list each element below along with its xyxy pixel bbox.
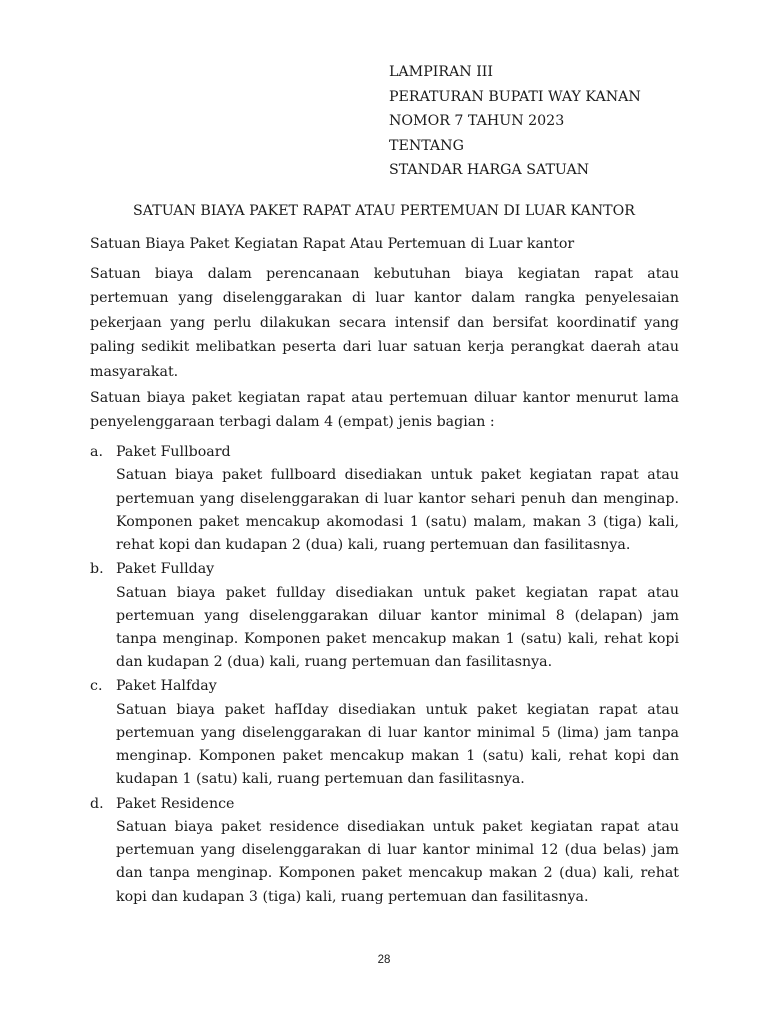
- list-item-halfday: [90, 674, 679, 791]
- list-item-title: Paket Fullday: [116, 561, 215, 578]
- list-item-title: Paket Fullboard: [116, 444, 231, 460]
- paragraph-intro: Satuan biaya dalam perencanaan kebutuhan biaya kegiatan rapat atau pertemuan yang diselenggarakan di luar kantor dalam rangka penyelesaian pekerjaan yang perlu dilakukan secara intensif dan bersifat koordinatif yang paling sedikit melibatkan peserta dari luar satuan kerja perangkat daerah atau masyarakat.: [90, 266, 679, 380]
- list-item-body: Satuan biaya paket residence disediakan untuk paket kegiatan rapat atau pertemuan yang diselenggarakan di luar kantor minimal 12 (dua belas) jam dan tanpa menginap. Komponen paket mencakup makan 2 (dua) kali, rehat kopi dan kudapan 3 (tiga) kali, ruang pertemuan dan fasilitasnya.: [116, 819, 679, 905]
- list-item-letter: b.: [90, 561, 104, 578]
- list-item-body: Satuan biaya paket fullday disediakan untuk paket kegiatan rapat atau pertemuan yang diselenggarakan diluar kantor minimal 8 (delapan) jam tanpa menginap. Komponen paket mencakup makan 1 (satu) kali, rehat kopi dan kudapan 2 (dua) kali, ruang pertemuan dan fasilitasnya.: [116, 584, 679, 671]
- list-item-letter: c.: [90, 678, 103, 695]
- list-item-fullboard: [90, 440, 679, 557]
- page-number: 28: [377, 954, 391, 966]
- section-subtitle: Satuan Biaya Paket Kegiatan Rapat Atau Pertemuan di Luar kantor: [90, 236, 575, 252]
- header-line-about: TENTANG: [389, 137, 464, 154]
- document-title: SATUAN BIAYA PAKET RAPAT ATAU PERTEMUAN DI LUAR KANTOR: [133, 203, 635, 219]
- header-line-regulation: PERATURAN BUPATI WAY KANAN: [389, 88, 641, 105]
- list-item-residence: [90, 792, 679, 909]
- header-line-subject: STANDAR HARGA SATUAN: [389, 162, 590, 178]
- list-item-title: Paket Halfday: [116, 678, 217, 695]
- package-list: [90, 440, 679, 909]
- header-line-attachment: LAMPIRAN III: [389, 64, 494, 80]
- list-item-body: Satuan biaya paket hafIday disediakan untuk paket kegiatan rapat atau pertemuan yang diselenggarakan di luar kantor minimal 5 (lima) jam tanpa menginap. Komponen paket mencakup makan 1 (satu) kali, rehat kopi dan kudapan 1 (satu) kali, ruang pertemuan dan fasilitasnya.: [116, 701, 679, 788]
- list-item-letter: d.: [90, 795, 104, 812]
- document-header: [389, 60, 749, 183]
- list-item-title: Paket Residence: [116, 795, 235, 812]
- list-item-body: Satuan biaya paket fullboard disediakan untuk paket kegiatan rapat atau pertemuan yang diselenggarakan di luar kantor sehari penuh dan menginap. Komponen paket mencakup akomodasi 1 (satu) malam, makan 3 (tiga) kali, rehat kopi dan kudapan 2 (dua) kali, ruang pertemuan dan fasilitasnya.: [116, 467, 679, 554]
- list-item-fullday: [90, 557, 679, 674]
- header-line-number: NOMOR 7 TAHUN 2023: [389, 113, 565, 129]
- list-item-letter: a.: [90, 444, 103, 460]
- paragraph-categories: Satuan biaya paket kegiatan rapat atau pertemuan diluar kantor menurut lama penyelenggaraan terbagi dalam 4 (empat) jenis bagian :: [90, 390, 679, 431]
